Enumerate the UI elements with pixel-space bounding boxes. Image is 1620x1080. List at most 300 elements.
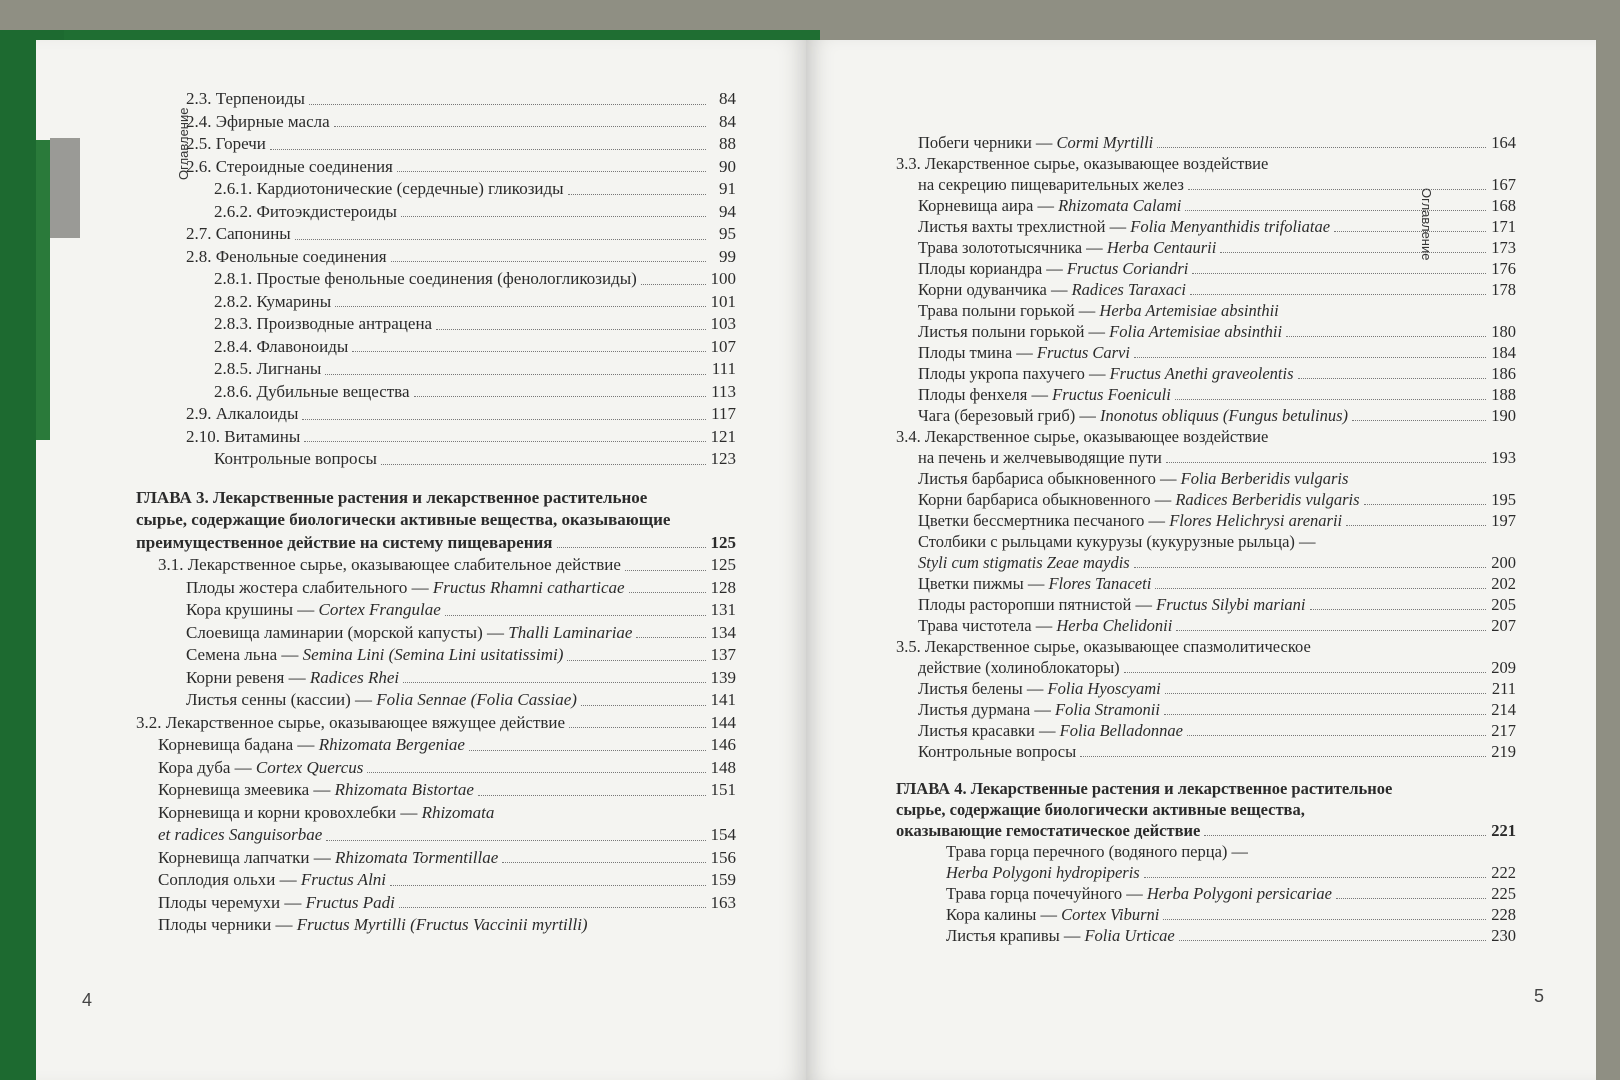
toc-page-number: 211 xyxy=(1491,679,1516,698)
dot-leader xyxy=(270,149,706,150)
toc-entry-title xyxy=(946,841,1248,862)
toc-entry xyxy=(896,904,1516,925)
toc-entry-latin-name: Fructus Carvi xyxy=(1036,343,1130,362)
toc-page-number: 91 xyxy=(719,179,736,198)
toc-entry-text: 2.8.5. Лигнаны xyxy=(214,359,322,378)
toc-entry xyxy=(136,448,736,471)
toc-entry-text: 3.4. Лекарственное сырье, оказывающее воздействие xyxy=(896,427,1269,446)
toc-entry-title xyxy=(918,720,1183,741)
toc-entry xyxy=(896,862,1516,883)
toc-entry-text: Плоды укропа пахучего — xyxy=(918,364,1110,383)
toc-page-number: 209 xyxy=(1491,658,1516,677)
toc-entry-title xyxy=(158,914,588,937)
dot-leader xyxy=(625,570,706,571)
dot-leader xyxy=(1157,147,1486,148)
dot-leader xyxy=(390,885,706,886)
toc-entry-title xyxy=(896,426,1268,447)
toc-entry-title xyxy=(186,223,291,246)
toc-entry xyxy=(896,489,1516,510)
toc-entry-text: 3.3. Лекарственное сырье, оказывающее воздействие xyxy=(896,154,1269,173)
toc-entry xyxy=(896,468,1516,489)
toc-entry xyxy=(136,622,736,645)
toc-entry-text: Кора калины — xyxy=(946,905,1062,924)
toc-entry xyxy=(136,869,736,892)
toc-entry-text: 2.10. Витамины xyxy=(186,426,301,446)
toc-entry xyxy=(136,156,736,179)
toc-entry-latin-name: Folia Artemisiae absinthii xyxy=(1109,322,1283,341)
toc-entry-title xyxy=(186,577,625,600)
toc-entry xyxy=(136,268,736,291)
dot-leader xyxy=(478,795,706,796)
toc-entry-title xyxy=(214,336,348,359)
toc-page-number: 202 xyxy=(1491,574,1516,593)
toc-entry xyxy=(136,223,736,246)
toc-entry xyxy=(136,599,736,622)
toc-page-number: 131 xyxy=(710,600,736,619)
dot-leader xyxy=(1352,420,1486,421)
toc-entry xyxy=(896,510,1516,531)
toc-page-number: 180 xyxy=(1491,322,1516,341)
toc-entry-latin-name: Fructus Alni xyxy=(300,870,387,889)
toc-entry-latin-name: Cormi Myrtilli xyxy=(1056,133,1154,152)
toc-entry-text: Цветки бессмертника песчаного — xyxy=(918,511,1170,530)
toc-entry-title xyxy=(896,153,1268,174)
dot-leader xyxy=(1144,877,1486,878)
toc-page-number: 99 xyxy=(719,246,736,266)
toc-page-number: 128 xyxy=(710,577,736,597)
toc-page-number: 186 xyxy=(1491,364,1516,383)
toc-entry-latin-name: Semina Lini (Semina Lini usitatissimi) xyxy=(302,645,564,664)
toc-entry xyxy=(136,779,736,802)
toc-entry-title xyxy=(158,824,322,847)
toc-entry-text: 2.7. Сапонины xyxy=(186,224,291,243)
toc-page-number: 178 xyxy=(1491,280,1516,299)
dot-leader xyxy=(581,705,706,706)
toc-entry xyxy=(896,531,1516,552)
toc-entry-title xyxy=(214,178,564,201)
dot-leader xyxy=(1080,756,1486,757)
toc-entry xyxy=(136,824,736,847)
toc-entry-title xyxy=(896,636,1311,657)
toc-entry-text: Семена льна — xyxy=(186,645,303,664)
toc-entry-title xyxy=(214,358,321,381)
toc-entry-text: Трава чистотела — xyxy=(918,616,1057,635)
toc-page-number: 141 xyxy=(710,690,736,709)
toc-page-number: 188 xyxy=(1491,385,1516,404)
toc-entry-text: Соплодия ольхи — xyxy=(158,870,301,889)
toc-entry-latin-name: Folia Urticae xyxy=(1084,926,1175,945)
left-page xyxy=(36,40,806,1080)
toc-entry-text: 2.8.3. Производные антрацена xyxy=(214,314,433,333)
toc-entry xyxy=(896,573,1516,594)
toc-entry-latin-name: Fructus Foeniculi xyxy=(1052,385,1171,404)
toc-entry-title xyxy=(946,862,1140,883)
dot-leader xyxy=(1298,378,1486,379)
toc-entry-text: Плоды тмина — xyxy=(918,343,1037,362)
dot-leader xyxy=(414,396,706,397)
toc-page-number: 195 xyxy=(1491,490,1516,509)
toc-entry-title xyxy=(158,779,474,802)
toc-entry-text: Кора крушины — xyxy=(186,600,319,619)
toc-page-number: 228 xyxy=(1491,905,1516,924)
toc-page-number: 190 xyxy=(1491,406,1516,425)
dot-leader xyxy=(1190,294,1486,295)
dot-leader xyxy=(1134,357,1486,358)
toc-entry xyxy=(896,132,1516,153)
toc-page-number: 221 xyxy=(1491,821,1516,840)
toc-entry-title xyxy=(918,573,1151,594)
toc-entry-latin-name: Folia Berberidis vulgaris xyxy=(1180,469,1349,488)
dot-leader xyxy=(1334,231,1486,232)
toc-entry-title xyxy=(214,313,432,336)
toc-entry-latin-name: Radices Taraxaci xyxy=(1071,280,1187,299)
dot-leader xyxy=(641,284,706,285)
toc-entry-latin-name: Folia Belladonnae xyxy=(1059,721,1183,740)
dot-leader xyxy=(1336,898,1486,899)
toc-entry-latin-name: Fructus Coriandri xyxy=(1066,259,1189,278)
toc-entry-title xyxy=(918,447,1162,468)
toc-entry-latin-name: Radices Rhei xyxy=(309,667,400,687)
dot-leader xyxy=(502,862,706,863)
toc-entry xyxy=(136,111,736,134)
toc-entry-text: Листья сенны (кассии) — xyxy=(186,690,377,709)
toc-entry-latin-name: Herba Artemisiae absinthii xyxy=(1099,301,1279,320)
toc-page-number: 159 xyxy=(710,870,736,889)
toc-entry-text: 3.1. Лекарственное сырье, оказывающее слабительное действие xyxy=(158,555,621,574)
toc-entry-title xyxy=(214,448,377,471)
toc-entry-latin-name: Folia Stramonii xyxy=(1055,700,1160,719)
toc-entry-title xyxy=(136,509,670,532)
toc-page-number: 125 xyxy=(710,532,736,552)
toc-entry-text: Трава полыни горькой — xyxy=(918,301,1100,320)
dot-leader xyxy=(1192,273,1486,274)
toc-entry xyxy=(136,667,736,690)
toc-entry-title xyxy=(186,246,387,269)
toc-entry-title xyxy=(918,300,1279,321)
toc-entry-text: 2.4. Эфирные масла xyxy=(186,111,330,131)
toc-page-number: 107 xyxy=(710,336,736,356)
toc-page-number: 151 xyxy=(710,780,736,799)
toc-entry-text: Плоды черники — xyxy=(158,915,297,934)
toc-page-number: 163 xyxy=(710,892,736,912)
dot-leader xyxy=(1310,609,1486,610)
toc-page-number: 94 xyxy=(719,201,736,221)
toc-entry-text: 2.6. Стероидные соединения xyxy=(186,156,393,176)
toc-gap xyxy=(136,471,736,487)
toc-entry xyxy=(136,201,736,224)
dot-leader xyxy=(352,351,706,352)
toc-chapter-line xyxy=(136,509,736,532)
toc-entry-title xyxy=(918,342,1130,363)
toc-entry-text: Корни одуванчика — xyxy=(918,280,1072,299)
toc-entry-text: Листья дурмана — xyxy=(918,700,1055,719)
toc-entry-text: Листья крапивы — xyxy=(946,926,1085,945)
toc-entry-title xyxy=(918,405,1348,426)
toc-page-number: 173 xyxy=(1491,238,1516,257)
toc-entry-latin-name: Styli cum stigmatis Zeae maydis xyxy=(918,553,1130,572)
dot-leader xyxy=(1165,693,1486,694)
toc-entry-title xyxy=(158,802,494,825)
dot-leader xyxy=(1188,189,1486,190)
toc-entry-text: Корневища аира — xyxy=(918,196,1059,215)
dot-leader xyxy=(1155,588,1486,589)
toc-entry-latin-name: Thalli Laminariae xyxy=(508,622,633,642)
toc-entry-title xyxy=(214,381,410,404)
toc-entry-latin-name: et radices Sanguisorbae xyxy=(158,825,323,844)
toc-entry-text: оказывающие гемостатическое действие xyxy=(896,821,1201,840)
dot-leader xyxy=(381,464,706,465)
toc-entry-latin-name: Fructus Silybi mariani xyxy=(1156,595,1306,614)
toc-entry-title xyxy=(918,468,1348,489)
dot-leader xyxy=(309,104,706,105)
toc-entry-latin-name: Herba Polygoni hydropiperis xyxy=(946,863,1140,882)
toc-entry xyxy=(896,552,1516,573)
toc-page-number: 168 xyxy=(1491,196,1516,215)
toc-entry-title xyxy=(918,615,1172,636)
toc-entry-title xyxy=(918,258,1188,279)
toc-entry-title xyxy=(918,363,1294,384)
dot-leader xyxy=(302,419,706,420)
toc-entry-text: Чага (березовый гриб) — xyxy=(918,406,1101,425)
toc-entry xyxy=(896,720,1516,741)
toc-entry-title xyxy=(918,237,1216,258)
toc-entry xyxy=(896,678,1516,699)
toc-entry xyxy=(896,300,1516,321)
toc-entry-title xyxy=(896,799,1305,820)
dot-leader xyxy=(325,374,706,375)
toc-entry-title xyxy=(158,757,363,780)
toc-gap xyxy=(896,762,1516,778)
toc-page-number: 144 xyxy=(710,712,736,732)
toc-entry-title xyxy=(186,689,577,712)
toc-entry-text: Контрольные вопросы xyxy=(918,742,1077,761)
toc-entry-title xyxy=(186,426,300,449)
toc-entry-text: действие (холиноблокаторы) xyxy=(918,658,1120,677)
toc-entry xyxy=(136,757,736,780)
toc-entry-text: 2.6.2. Фитоэкдистероиды xyxy=(214,201,397,221)
toc-entry xyxy=(896,657,1516,678)
toc-entry-title xyxy=(896,778,1392,799)
toc-entry xyxy=(896,925,1516,946)
toc-entry-title xyxy=(918,552,1130,573)
toc-list-left xyxy=(136,88,736,937)
toc-entry-latin-name: Rhizomata Bergeniae xyxy=(318,735,465,754)
toc-page-number: 230 xyxy=(1491,926,1516,945)
toc-entry xyxy=(136,291,736,314)
toc-page-number: 197 xyxy=(1491,511,1516,530)
toc-entry-text: Корневища бадана — xyxy=(158,735,319,754)
toc-entry xyxy=(896,741,1516,762)
toc-entry xyxy=(136,403,736,426)
dot-leader xyxy=(1134,567,1486,568)
dot-leader xyxy=(557,547,707,548)
toc-page-number: 139 xyxy=(710,667,736,687)
toc-page-number: 164 xyxy=(1491,133,1516,152)
toc-entry-title xyxy=(918,699,1160,720)
toc-entry-latin-name: Fructus Myrtilli (Fructus Vaccinii myrtilli) xyxy=(296,915,588,934)
toc-entry-title xyxy=(158,869,386,892)
toc-page-number: 225 xyxy=(1491,884,1516,903)
toc-chapter-line xyxy=(896,820,1516,841)
toc-entry-latin-name: Rhizomata Calami xyxy=(1058,196,1182,215)
toc-page-number: 95 xyxy=(719,224,736,243)
running-header-right: Оглавление xyxy=(1419,188,1434,261)
toc-entry-text: Листья белены — xyxy=(918,679,1048,698)
toc-entry-text: ГЛАВА 3. Лекарственные растения и лекарственное растительное xyxy=(136,487,648,507)
toc-entry xyxy=(896,363,1516,384)
toc-entry-latin-name: Flores Tanaceti xyxy=(1048,574,1152,593)
dot-leader xyxy=(403,682,706,683)
toc-entry-title xyxy=(918,489,1360,510)
toc-entry-text: Плоды черемухи — xyxy=(158,892,306,912)
toc-entry-text: Листья вахты трехлистной — xyxy=(918,217,1131,236)
toc-entry-title xyxy=(186,156,393,179)
toc-entry xyxy=(896,883,1516,904)
toc-page-number: 146 xyxy=(710,735,736,754)
toc-entry-text: 3.5. Лекарственное сырье, оказывающее спазмолитическое xyxy=(896,637,1311,656)
toc-entry-text: Листья барбариса обыкновенного — xyxy=(918,469,1181,488)
toc-entry-title xyxy=(186,599,441,622)
toc-entry xyxy=(896,841,1516,862)
toc-entry-text: Трава золототысячника — xyxy=(918,238,1107,257)
toc-entry-text: Плоды расторопши пятнистой — xyxy=(918,595,1157,614)
dot-leader xyxy=(569,727,706,728)
toc-entry-text: Трава горца перечного (водяного перца) — xyxy=(946,842,1249,861)
toc-entry-latin-name: Folia Hyoscyami xyxy=(1047,679,1161,698)
toc-entry xyxy=(136,644,736,667)
toc-entry-title xyxy=(186,667,399,690)
dot-leader xyxy=(1364,504,1486,505)
dot-leader xyxy=(397,171,706,172)
toc-entry-title xyxy=(918,174,1184,195)
toc-entry-title xyxy=(918,510,1342,531)
toc-entry-latin-name: Rhizomata Tormentillae xyxy=(335,847,499,867)
dot-leader xyxy=(334,126,706,127)
toc-entry-title xyxy=(158,847,498,870)
toc-entry-latin-name: Herba Centaurii xyxy=(1106,238,1217,257)
toc-entry-title xyxy=(158,554,621,577)
toc-entry-title xyxy=(158,892,395,915)
toc-page-number: 113 xyxy=(711,381,736,401)
toc-entry-text: на печень и желчевыводящие пути xyxy=(918,448,1162,467)
dot-leader xyxy=(391,261,706,262)
dot-leader xyxy=(1204,835,1486,836)
page-number-right: 5 xyxy=(1534,986,1545,1006)
toc-page-number: 148 xyxy=(710,757,736,777)
toc-entry-text: сырье, содержащие биологически активные вещества, xyxy=(896,800,1305,819)
toc-chapter-line xyxy=(896,778,1516,799)
toc-entry-text: 2.5. Горечи xyxy=(186,134,266,153)
toc-entry-latin-name: Flores Helichrysi arenarii xyxy=(1169,511,1343,530)
toc-entry-text: 2.6.1. Кардиотонические (сердечные) гликозиды xyxy=(214,179,564,198)
toc-entry xyxy=(896,699,1516,720)
toc-entry-text: Побеги черники — xyxy=(918,133,1057,152)
toc-page-number: 171 xyxy=(1491,217,1516,236)
dot-leader xyxy=(399,907,706,908)
toc-entry xyxy=(136,847,736,870)
toc-page-number: 90 xyxy=(719,156,736,176)
toc-entry xyxy=(136,914,736,937)
toc-page-number: 121 xyxy=(710,426,736,446)
toc-entry-title xyxy=(918,195,1181,216)
dot-leader xyxy=(1286,336,1486,337)
toc-entry xyxy=(136,802,736,825)
toc-entry-title xyxy=(158,734,465,757)
toc-page-number: 184 xyxy=(1491,343,1516,362)
toc-entry xyxy=(136,133,736,156)
dot-leader xyxy=(629,592,706,593)
toc-page-number: 101 xyxy=(710,291,736,311)
toc-entry-text: Листья полыни горькой — xyxy=(918,322,1110,341)
toc-entry-text: Слоевища ламинарии (морской капусты) — xyxy=(186,622,509,642)
toc-entry xyxy=(896,153,1516,174)
toc-entry-latin-name: Rhizomata Bistortae xyxy=(334,780,474,799)
toc-entry-title xyxy=(136,487,647,510)
toc-page-number: 193 xyxy=(1491,448,1516,467)
toc-chapter-line xyxy=(896,799,1516,820)
toc-entry-title xyxy=(918,594,1306,615)
toc-entry-text: Корневища лапчатки — xyxy=(158,847,335,867)
toc-page-number: 217 xyxy=(1491,721,1516,740)
toc-entry xyxy=(896,279,1516,300)
dot-leader xyxy=(1179,940,1486,941)
grey-margin-block xyxy=(50,138,80,238)
toc-entry-title xyxy=(186,403,298,426)
dot-leader xyxy=(335,306,706,307)
toc-entry-text: Корневища и корни кровохлебки — xyxy=(158,802,422,822)
toc-entry xyxy=(136,246,736,269)
toc-entry-latin-name: Cortex Viburni xyxy=(1061,905,1160,924)
toc-entry-text: на секрецию пищеварительных желез xyxy=(918,175,1184,194)
dot-leader xyxy=(1185,210,1486,211)
toc-entry xyxy=(136,734,736,757)
toc-entry-latin-name: Inonotus obliquus (Fungus betulinus) xyxy=(1100,406,1348,425)
toc-entry-text: 2.9. Алкалоиды xyxy=(186,404,299,423)
toc-entry-title xyxy=(918,678,1161,699)
toc-page-number: 167 xyxy=(1491,175,1516,194)
dot-leader xyxy=(1124,672,1486,673)
toc-entry-title xyxy=(186,111,330,134)
dot-leader xyxy=(295,239,706,240)
toc-page-number: 134 xyxy=(710,622,736,642)
toc-page-number: 103 xyxy=(710,314,736,333)
toc-page-number: 100 xyxy=(710,269,736,288)
toc-page-number: 219 xyxy=(1491,742,1516,761)
dot-leader xyxy=(1163,919,1486,920)
toc-entry-text: Трава горца почечуйного — xyxy=(946,884,1147,903)
toc-page-number: 84 xyxy=(719,111,736,131)
toc-entry xyxy=(136,892,736,915)
dot-leader xyxy=(469,750,706,751)
toc-entry-title xyxy=(186,644,563,667)
toc-entry-latin-name: Radices Berberidis vulgaris xyxy=(1175,490,1360,509)
green-margin-strip xyxy=(36,140,50,440)
toc-entry-text: преимущественное действие на систему пищеварения xyxy=(136,532,553,552)
dot-leader xyxy=(1176,630,1486,631)
toc-entry-text: 2.8.4. Флавоноиды xyxy=(214,336,349,356)
toc-entry-title xyxy=(214,268,637,291)
toc-entry-title xyxy=(136,712,565,735)
toc-entry-latin-name: Fructus Padi xyxy=(305,892,395,912)
toc-page-number: 200 xyxy=(1491,553,1516,572)
toc-entry-text: 3.2. Лекарственное сырье, оказывающее вяжущее действие xyxy=(136,712,566,732)
toc-entry xyxy=(136,178,736,201)
toc-entry-text: 2.8.6. Дубильные вещества xyxy=(214,381,410,401)
toc-entry xyxy=(896,447,1516,468)
toc-entry-text: Плоды кориандра — xyxy=(918,259,1067,278)
dot-leader xyxy=(636,637,706,638)
toc-page-number: 111 xyxy=(711,359,736,378)
